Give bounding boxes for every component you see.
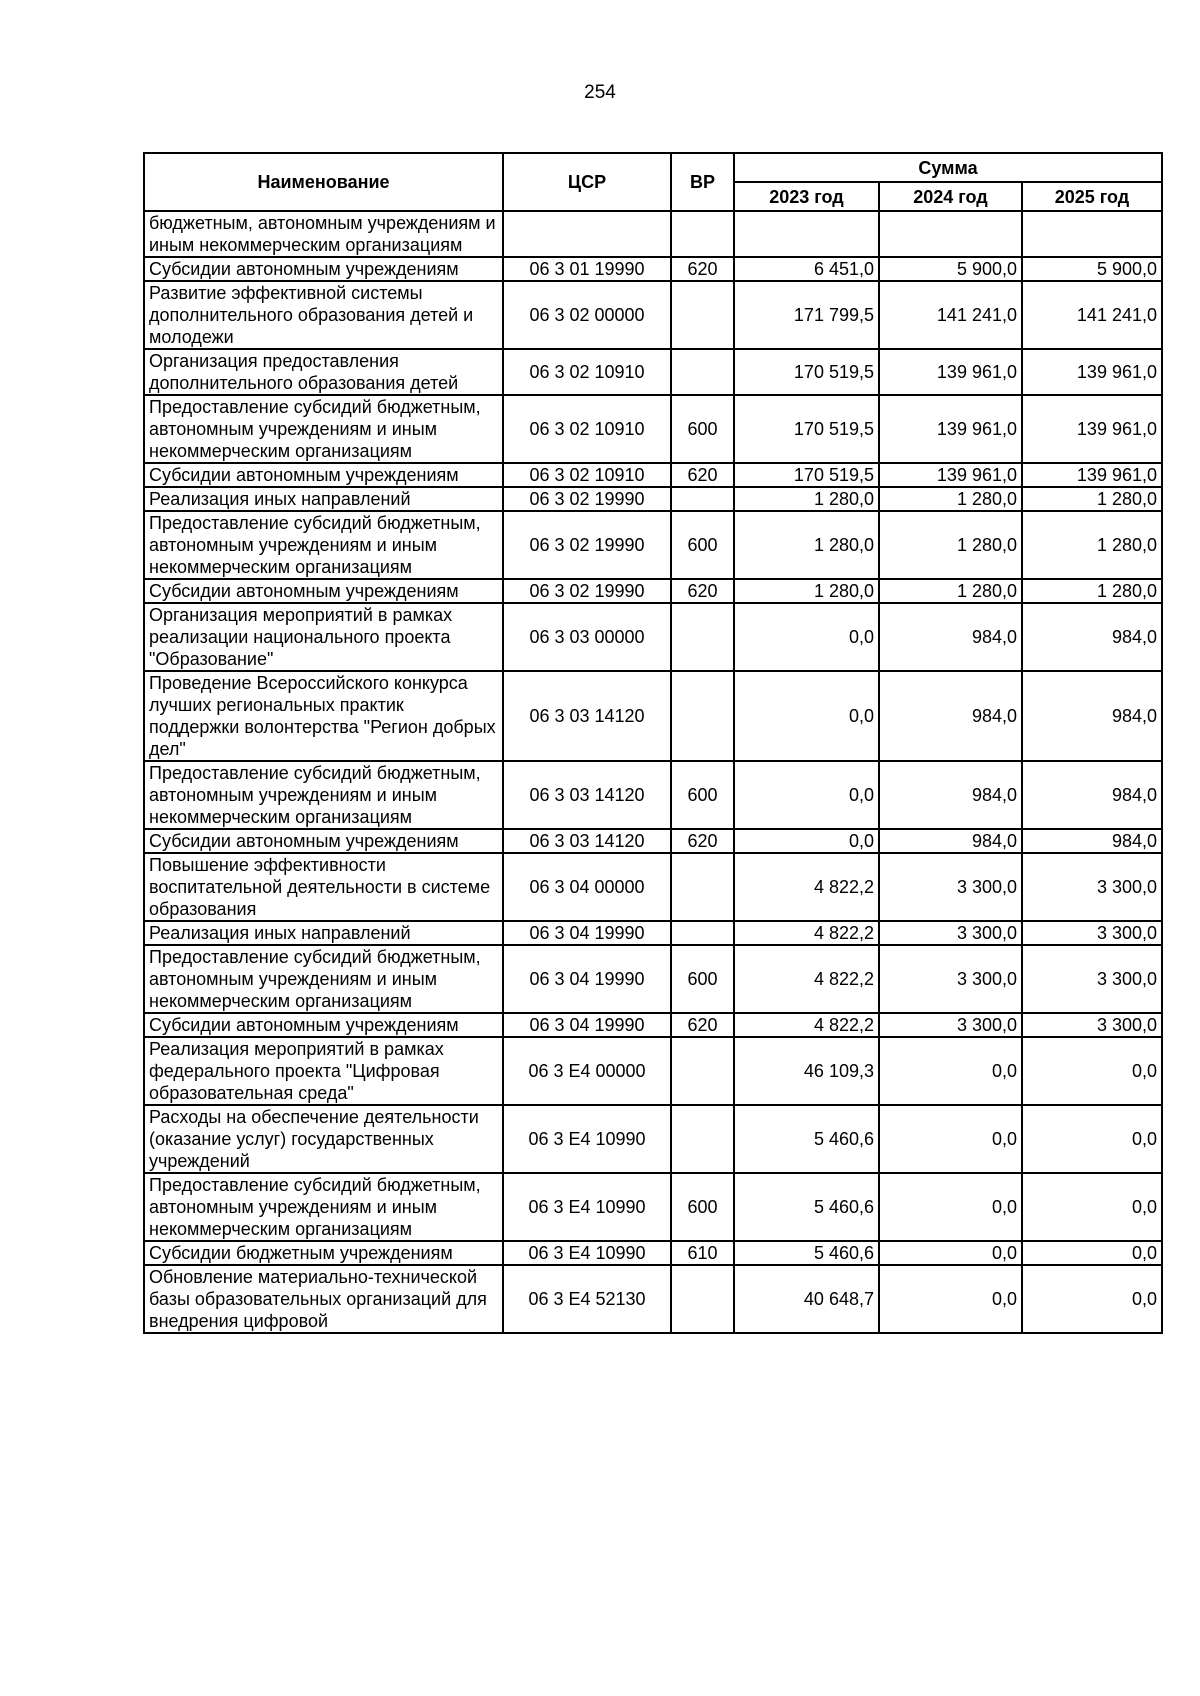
cell-csr: 06 3 03 14120 xyxy=(503,761,671,829)
cell-csr: 06 3 02 19990 xyxy=(503,487,671,511)
cell-csr: 06 3 04 19990 xyxy=(503,1013,671,1037)
cell-2025: 139 961,0 xyxy=(1022,395,1162,463)
cell-2023: 171 799,5 xyxy=(734,281,879,349)
table-row xyxy=(144,603,1162,671)
cell-csr: 06 3 E4 52130 xyxy=(503,1265,671,1333)
cell-2023: 5 460,6 xyxy=(734,1105,879,1173)
cell-name: Предоставление субсидий бюджетным, автономным учреждениям и иным некоммерческим организациям xyxy=(144,761,503,829)
table-row xyxy=(144,395,1162,463)
cell-2024: 984,0 xyxy=(879,761,1022,829)
cell-name: Проведение Всероссийского конкурса лучших региональных практик поддержки волонтерства "Регион добрых дел" xyxy=(144,671,503,761)
cell-vr: 620 xyxy=(671,1013,734,1037)
header-name: Наименование xyxy=(144,153,503,211)
header-sum: Сумма xyxy=(734,153,1162,182)
cell-2024: 5 900,0 xyxy=(879,257,1022,281)
cell-name: Повышение эффективности воспитательной деятельности в системе образования xyxy=(144,853,503,921)
cell-vr: 600 xyxy=(671,945,734,1013)
table-row xyxy=(144,281,1162,349)
cell-2024: 3 300,0 xyxy=(879,945,1022,1013)
cell-csr: 06 3 02 10910 xyxy=(503,349,671,395)
cell-2024: 984,0 xyxy=(879,671,1022,761)
cell-name: Организация предоставления дополнительного образования детей xyxy=(144,349,503,395)
cell-name: Предоставление субсидий бюджетным, автономным учреждениям и иным некоммерческим организациям xyxy=(144,1173,503,1241)
cell-2023: 1 280,0 xyxy=(734,487,879,511)
cell-vr xyxy=(671,211,734,257)
cell-2023: 0,0 xyxy=(734,671,879,761)
cell-vr: 620 xyxy=(671,579,734,603)
cell-2023: 40 648,7 xyxy=(734,1265,879,1333)
cell-2024: 141 241,0 xyxy=(879,281,1022,349)
table-row xyxy=(144,945,1162,1013)
cell-2025: 0,0 xyxy=(1022,1173,1162,1241)
cell-2024: 1 280,0 xyxy=(879,487,1022,511)
table-row xyxy=(144,257,1162,281)
cell-2023: 6 451,0 xyxy=(734,257,879,281)
cell-2025: 1 280,0 xyxy=(1022,511,1162,579)
cell-csr: 06 3 01 19990 xyxy=(503,257,671,281)
cell-name: Расходы на обеспечение деятельности (оказание услуг) государственных учреждений xyxy=(144,1105,503,1173)
cell-vr: 600 xyxy=(671,511,734,579)
cell-vr xyxy=(671,1037,734,1105)
cell-2025: 3 300,0 xyxy=(1022,945,1162,1013)
cell-2025: 1 280,0 xyxy=(1022,579,1162,603)
cell-csr: 06 3 02 19990 xyxy=(503,579,671,603)
cell-2025: 3 300,0 xyxy=(1022,1013,1162,1037)
cell-2024: 0,0 xyxy=(879,1037,1022,1105)
cell-csr: 06 3 04 19990 xyxy=(503,945,671,1013)
cell-vr xyxy=(671,487,734,511)
cell-2025: 141 241,0 xyxy=(1022,281,1162,349)
cell-2025: 139 961,0 xyxy=(1022,349,1162,395)
table-row xyxy=(144,853,1162,921)
cell-2023: 5 460,6 xyxy=(734,1173,879,1241)
cell-2023: 4 822,2 xyxy=(734,853,879,921)
cell-name: Развитие эффективной системы дополнительного образования детей и молодежи xyxy=(144,281,503,349)
cell-2025: 984,0 xyxy=(1022,671,1162,761)
cell-name: Реализация иных направлений xyxy=(144,921,503,945)
cell-2023: 5 460,6 xyxy=(734,1241,879,1265)
cell-vr xyxy=(671,281,734,349)
cell-2025: 0,0 xyxy=(1022,1265,1162,1333)
table-row xyxy=(144,487,1162,511)
cell-2024: 3 300,0 xyxy=(879,921,1022,945)
table-row xyxy=(144,211,1162,257)
cell-2025: 0,0 xyxy=(1022,1241,1162,1265)
cell-csr xyxy=(503,211,671,257)
header-vr: ВР xyxy=(671,153,734,211)
cell-csr: 06 3 03 00000 xyxy=(503,603,671,671)
table-row xyxy=(144,829,1162,853)
cell-csr: 06 3 02 00000 xyxy=(503,281,671,349)
cell-2024: 0,0 xyxy=(879,1105,1022,1173)
cell-vr xyxy=(671,921,734,945)
cell-2024: 0,0 xyxy=(879,1173,1022,1241)
table-row xyxy=(144,579,1162,603)
cell-2023 xyxy=(734,211,879,257)
cell-2025: 984,0 xyxy=(1022,603,1162,671)
cell-name: Обновление материально-технической базы образовательных организаций для внедрения цифровой xyxy=(144,1265,503,1333)
cell-vr: 600 xyxy=(671,1173,734,1241)
cell-2023: 46 109,3 xyxy=(734,1037,879,1105)
cell-vr: 600 xyxy=(671,395,734,463)
table-row xyxy=(144,1013,1162,1037)
cell-2024: 1 280,0 xyxy=(879,511,1022,579)
header-csr: ЦСР xyxy=(503,153,671,211)
cell-2025: 3 300,0 xyxy=(1022,921,1162,945)
cell-2024 xyxy=(879,211,1022,257)
cell-vr: 600 xyxy=(671,761,734,829)
table-row xyxy=(144,349,1162,395)
cell-2023: 4 822,2 xyxy=(734,921,879,945)
cell-2025: 3 300,0 xyxy=(1022,853,1162,921)
table-row xyxy=(144,1037,1162,1105)
cell-name: Предоставление субсидий бюджетным, автономным учреждениям и иным некоммерческим организациям xyxy=(144,945,503,1013)
cell-name: Субсидии бюджетным учреждениям xyxy=(144,1241,503,1265)
cell-vr xyxy=(671,1265,734,1333)
cell-name: Предоставление субсидий бюджетным, автономным учреждениям и иным некоммерческим организациям xyxy=(144,511,503,579)
table-body xyxy=(144,211,1162,1333)
cell-2023: 4 822,2 xyxy=(734,945,879,1013)
cell-2025: 0,0 xyxy=(1022,1105,1162,1173)
cell-csr: 06 3 E4 10990 xyxy=(503,1105,671,1173)
cell-name: Субсидии автономным учреждениям xyxy=(144,257,503,281)
cell-2024: 139 961,0 xyxy=(879,349,1022,395)
cell-name: Субсидии автономным учреждениям xyxy=(144,463,503,487)
cell-vr xyxy=(671,671,734,761)
cell-csr: 06 3 02 19990 xyxy=(503,511,671,579)
cell-csr: 06 3 04 00000 xyxy=(503,853,671,921)
cell-name: Организация мероприятий в рамках реализации национального проекта "Образование" xyxy=(144,603,503,671)
cell-2024: 984,0 xyxy=(879,829,1022,853)
cell-csr: 06 3 02 10910 xyxy=(503,463,671,487)
table-header xyxy=(144,153,1162,211)
cell-2023: 0,0 xyxy=(734,603,879,671)
cell-2025 xyxy=(1022,211,1162,257)
cell-name: Субсидии автономным учреждениям xyxy=(144,579,503,603)
page-number: 254 xyxy=(584,82,616,103)
cell-csr: 06 3 E4 00000 xyxy=(503,1037,671,1105)
cell-2024: 984,0 xyxy=(879,603,1022,671)
cell-2023: 1 280,0 xyxy=(734,579,879,603)
cell-vr xyxy=(671,603,734,671)
table-row xyxy=(144,463,1162,487)
cell-2023: 1 280,0 xyxy=(734,511,879,579)
cell-2024: 3 300,0 xyxy=(879,853,1022,921)
cell-2025: 984,0 xyxy=(1022,761,1162,829)
cell-name: Реализация мероприятий в рамках федерального проекта "Цифровая образовательная среда" xyxy=(144,1037,503,1105)
cell-2024: 139 961,0 xyxy=(879,463,1022,487)
table-row xyxy=(144,921,1162,945)
cell-csr: 06 3 02 10910 xyxy=(503,395,671,463)
cell-vr xyxy=(671,1105,734,1173)
cell-vr: 610 xyxy=(671,1241,734,1265)
cell-vr xyxy=(671,349,734,395)
cell-name: Субсидии автономным учреждениям xyxy=(144,829,503,853)
cell-name: Реализация иных направлений xyxy=(144,487,503,511)
header-year-2024: 2024 год xyxy=(879,182,1022,211)
cell-2025: 1 280,0 xyxy=(1022,487,1162,511)
cell-2025: 5 900,0 xyxy=(1022,257,1162,281)
budget-table xyxy=(143,152,1163,1334)
header-year-2025: 2025 год xyxy=(1022,182,1162,211)
cell-2024: 3 300,0 xyxy=(879,1013,1022,1037)
cell-csr: 06 3 E4 10990 xyxy=(503,1241,671,1265)
table-row xyxy=(144,1173,1162,1241)
table-row xyxy=(144,1265,1162,1333)
header-year-2023: 2023 год xyxy=(734,182,879,211)
cell-vr: 620 xyxy=(671,463,734,487)
table-row xyxy=(144,761,1162,829)
cell-name: Субсидии автономным учреждениям xyxy=(144,1013,503,1037)
cell-2023: 170 519,5 xyxy=(734,463,879,487)
cell-2023: 0,0 xyxy=(734,829,879,853)
cell-2025: 0,0 xyxy=(1022,1037,1162,1105)
cell-2025: 984,0 xyxy=(1022,829,1162,853)
table-row xyxy=(144,1241,1162,1265)
cell-2023: 4 822,2 xyxy=(734,1013,879,1037)
cell-vr: 620 xyxy=(671,829,734,853)
table-row xyxy=(144,1105,1162,1173)
cell-name: Предоставление субсидий бюджетным, автономным учреждениям и иным некоммерческим организациям xyxy=(144,395,503,463)
cell-name: бюджетным, автономным учреждениям и иным некоммерческим организациям xyxy=(144,211,503,257)
cell-2024: 0,0 xyxy=(879,1241,1022,1265)
cell-2023: 0,0 xyxy=(734,761,879,829)
table-row xyxy=(144,671,1162,761)
cell-2023: 170 519,5 xyxy=(734,395,879,463)
cell-2025: 139 961,0 xyxy=(1022,463,1162,487)
cell-csr: 06 3 04 19990 xyxy=(503,921,671,945)
cell-2024: 139 961,0 xyxy=(879,395,1022,463)
table-row xyxy=(144,511,1162,579)
cell-csr: 06 3 03 14120 xyxy=(503,829,671,853)
cell-csr: 06 3 03 14120 xyxy=(503,671,671,761)
cell-2024: 1 280,0 xyxy=(879,579,1022,603)
cell-vr xyxy=(671,853,734,921)
cell-vr: 620 xyxy=(671,257,734,281)
cell-2023: 170 519,5 xyxy=(734,349,879,395)
cell-2024: 0,0 xyxy=(879,1265,1022,1333)
cell-csr: 06 3 E4 10990 xyxy=(503,1173,671,1241)
